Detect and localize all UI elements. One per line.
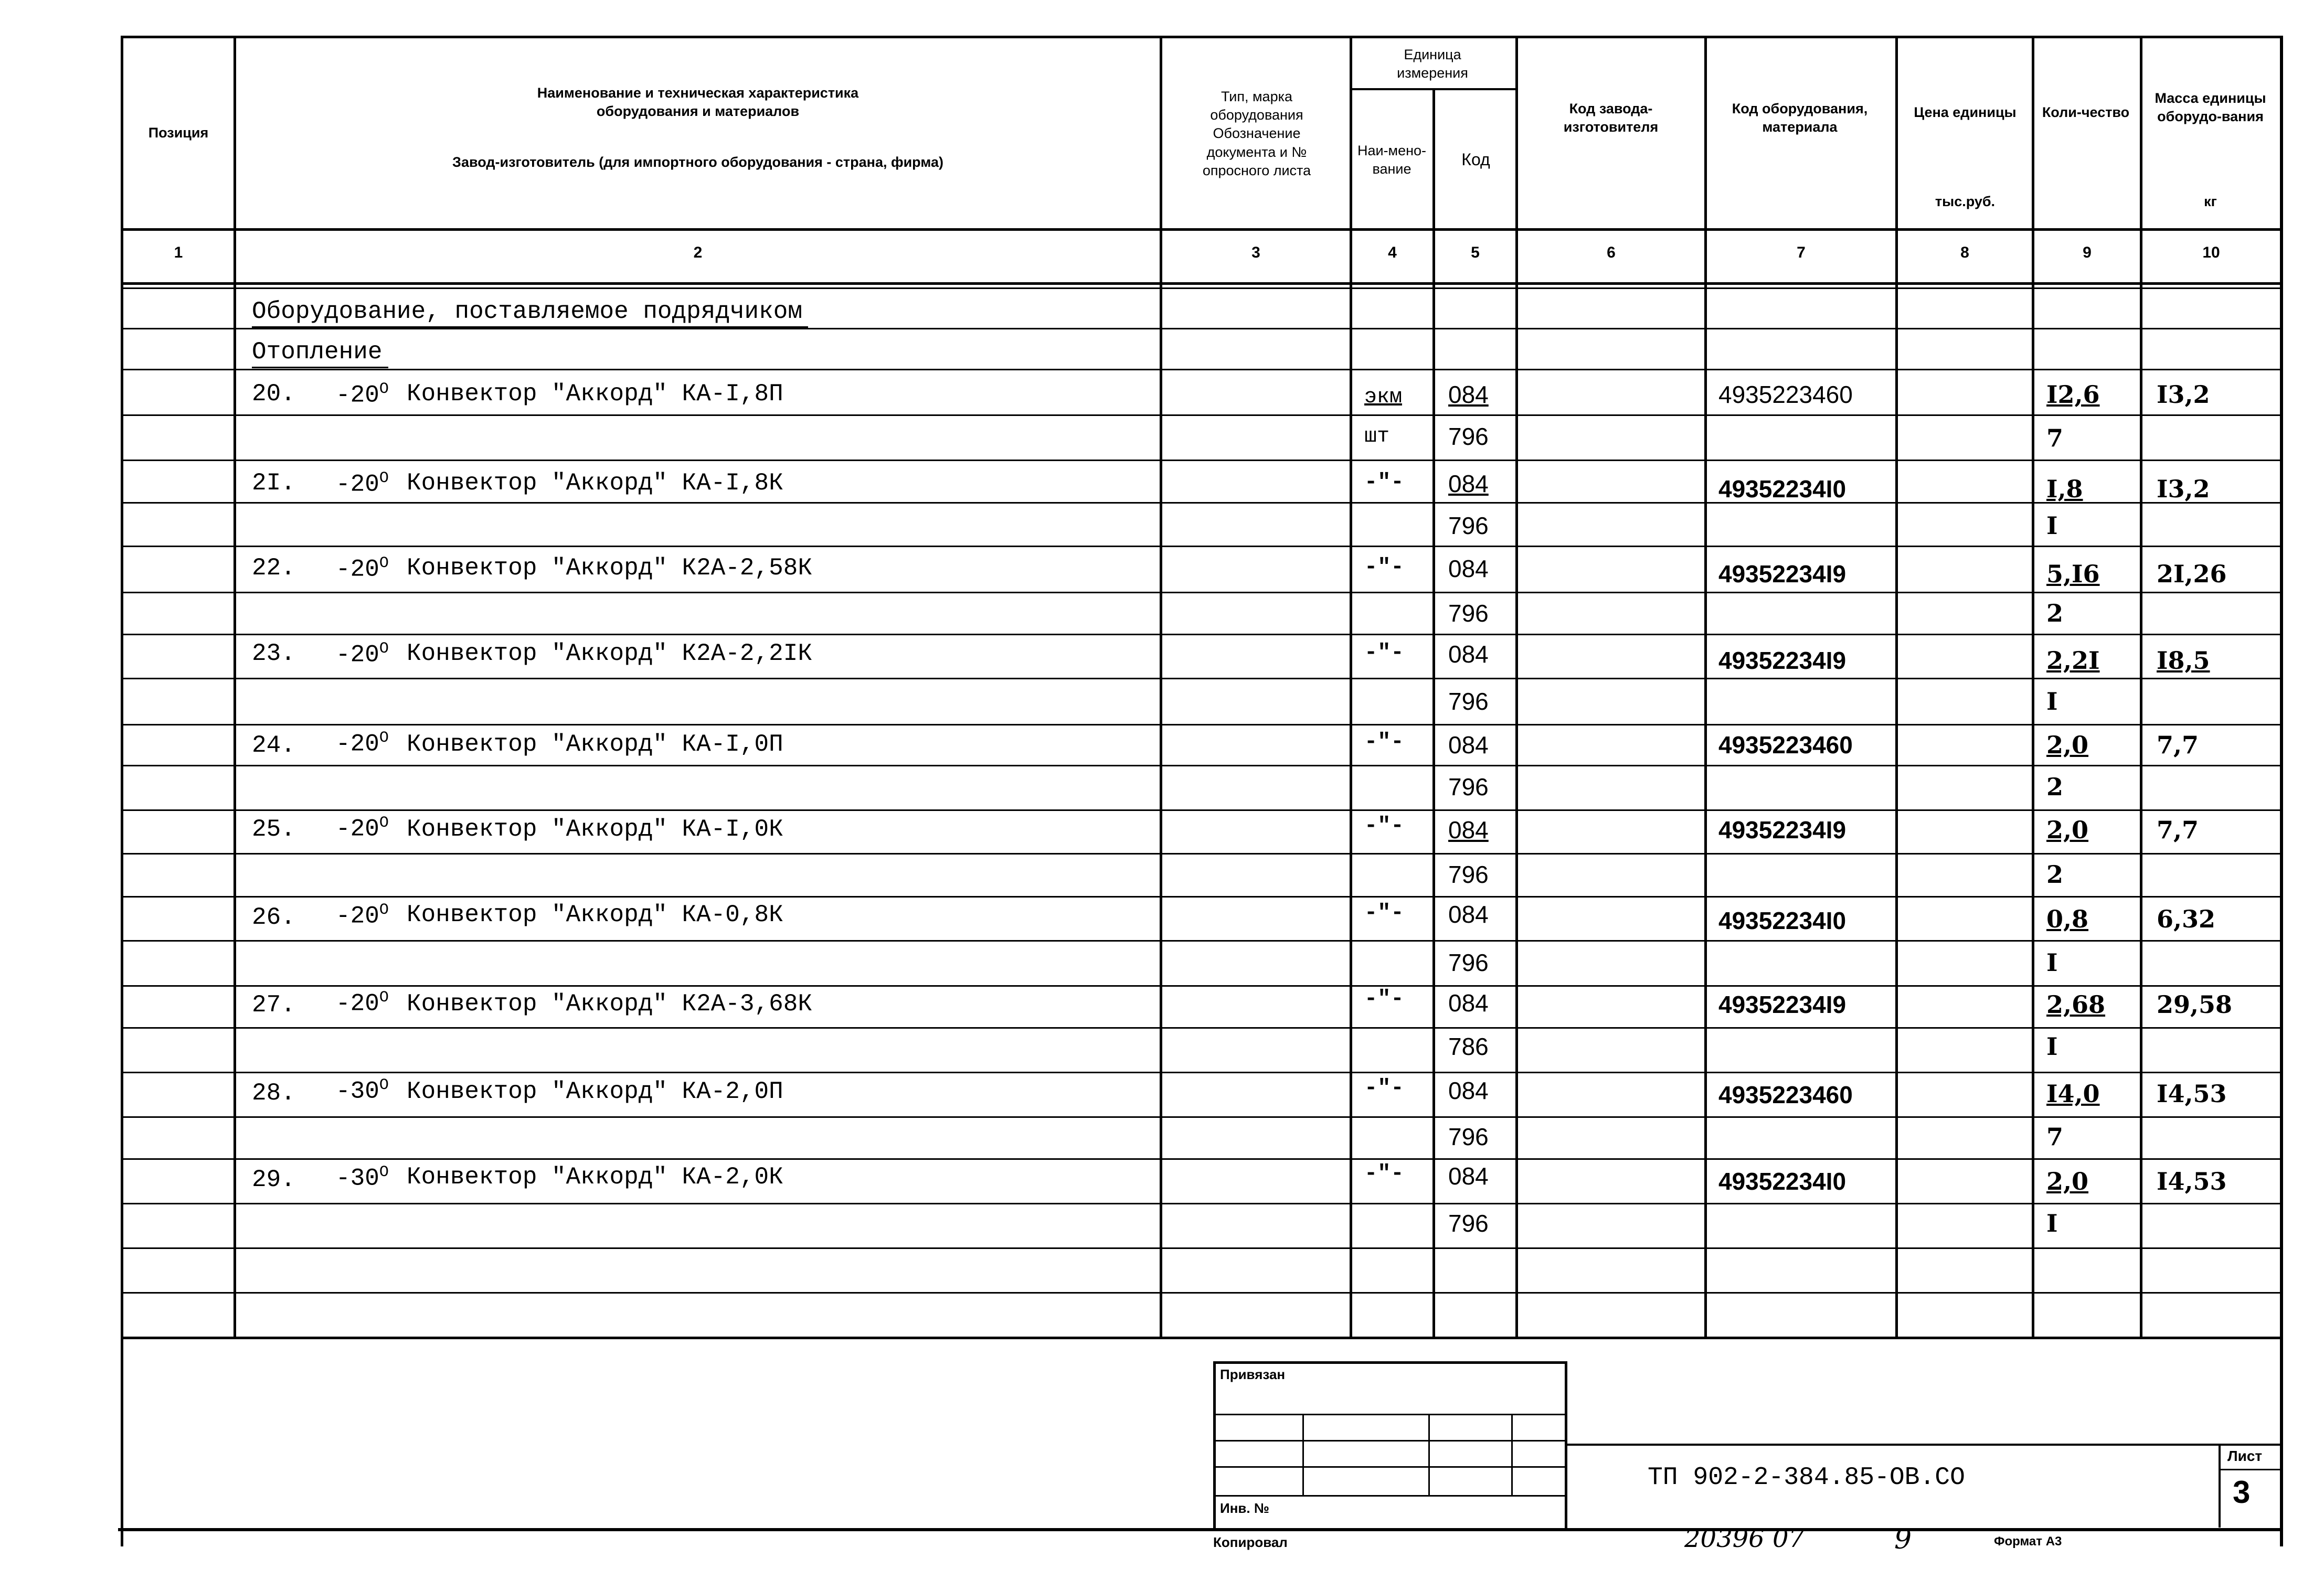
section-title-heating: Отопление — [252, 338, 383, 366]
row-line — [121, 328, 2283, 329]
header-name-line2: оборудования и материалов — [596, 103, 800, 119]
item-unit: -"- — [1364, 469, 1404, 495]
item-quantity-secondary: I — [2046, 1032, 2058, 1061]
item-unit: -"- — [1364, 813, 1404, 838]
item-mass: I3,2 — [2157, 380, 2210, 409]
item-quantity: 2,68 — [2046, 990, 2106, 1019]
item-temperature — [336, 814, 389, 842]
item-name: Конвектор "Аккорд" К2А-3,68К — [407, 990, 812, 1018]
degree-sup: O — [379, 814, 389, 832]
header-quantity: Коли-чество — [2042, 104, 2130, 121]
item-name: Конвектор "Аккорд" КА-I,0К — [407, 816, 783, 843]
degree-sup: O — [379, 1163, 389, 1181]
item-material-code: 49352234I0 — [1718, 475, 1847, 503]
item-temperature — [336, 1076, 389, 1105]
col-number: 2 — [693, 244, 703, 261]
header-divider — [121, 228, 2283, 231]
format-label: Формат А3 — [1994, 1534, 2062, 1549]
vline-7 — [1895, 36, 1898, 1339]
item-quantity-secondary: 2 — [2046, 773, 2064, 801]
item-material-code: 4935223460 — [1718, 381, 1853, 408]
header-factory-code: Код завода-изготовителя — [1563, 100, 1659, 135]
item-quantity: I4,0 — [2046, 1080, 2100, 1108]
vline-4 — [1432, 88, 1435, 1339]
item-temperature — [336, 640, 389, 668]
item-temp-value: -20 — [336, 815, 379, 843]
item-temperature — [336, 469, 389, 498]
row-line — [121, 1247, 2283, 1249]
item-position: 29. — [252, 1166, 295, 1193]
header-type: Тип, марка оборудования Обозначение документа и № опросного листа — [1202, 89, 1311, 178]
stamp-box-top — [1213, 1361, 1567, 1364]
item-material-code: 49352234I9 — [1718, 560, 1847, 588]
item-code-secondary: 796 — [1448, 688, 1489, 715]
row-line — [121, 1292, 2283, 1294]
item-mass: I4,53 — [2157, 1167, 2227, 1195]
item-code-secondary: 796 — [1448, 861, 1489, 888]
item-code-secondary: 796 — [1448, 512, 1489, 539]
item-position: 25. — [252, 816, 295, 843]
item-temp-value: -20 — [336, 990, 379, 1018]
item-quantity-secondary: 2 — [2046, 860, 2064, 889]
item-temp-value: -30 — [336, 1077, 379, 1105]
item-material-code: 4935223460 — [1718, 731, 1853, 759]
item-code-secondary: 796 — [1448, 1210, 1489, 1237]
col-number: 10 — [2202, 244, 2220, 261]
item-mass: I4,53 — [2157, 1080, 2227, 1108]
item-code-secondary: 786 — [1448, 1033, 1489, 1060]
vline-9 — [2140, 36, 2142, 1339]
item-code-secondary: 796 — [1448, 1123, 1489, 1150]
item-temp-value: -20 — [336, 730, 379, 758]
table-bottom — [121, 1337, 2283, 1339]
item-code: 084 — [1448, 901, 1489, 928]
row-line — [121, 724, 2283, 725]
item-position: 23. — [252, 640, 295, 667]
item-position: 26. — [252, 904, 295, 931]
item-mass: 2I,26 — [2157, 560, 2227, 588]
col-number: 7 — [1797, 244, 1806, 261]
item-mass: 7,7 — [2157, 816, 2199, 844]
stamp-box-left — [1213, 1361, 1216, 1529]
item-name: Конвектор "Аккорд" КА-I,0П — [407, 731, 783, 758]
item-position: 20. — [252, 380, 295, 408]
handwritten-page: 9 — [1894, 1524, 1912, 1555]
item-quantity: 2,2I — [2046, 646, 2100, 675]
item-quantity-secondary: 2 — [2046, 599, 2064, 627]
sheet-box-divider — [2219, 1469, 2281, 1470]
item-unit: -"- — [1364, 729, 1404, 754]
vline-3 — [1350, 36, 1352, 1339]
item-name: Конвектор "Аккорд" К2А-2,58К — [407, 554, 812, 582]
stamp-col — [1428, 1414, 1430, 1495]
item-quantity-secondary: 7 — [2046, 424, 2064, 452]
row-line — [121, 369, 2283, 370]
stamp-row — [1213, 1466, 1567, 1468]
item-name: Конвектор "Аккорд" КА-2,0П — [407, 1078, 783, 1105]
item-unit: -"- — [1364, 1075, 1404, 1101]
item-code-secondary: 796 — [1448, 949, 1489, 976]
item-quantity: I,8 — [2046, 475, 2083, 503]
row-line — [121, 1158, 2283, 1160]
header-unit-name: Наи-мено-вание — [1357, 142, 1427, 177]
item-material-code: 49352234I9 — [1718, 816, 1847, 844]
item-unit: -"- — [1364, 986, 1404, 1011]
item-name: Конвектор "Аккорд" КА-2,0К — [407, 1163, 783, 1191]
row-line — [121, 1027, 2283, 1029]
header-mass-unit: кг — [2204, 194, 2217, 210]
item-unit: экм — [1364, 386, 1403, 409]
item-name: Конвектор "Аккорд" К2А-2,2IК — [407, 640, 812, 667]
vline-8 — [2032, 36, 2034, 1339]
col-number: 5 — [1471, 244, 1480, 261]
header-name — [236, 84, 1160, 121]
item-temp-value: -20 — [336, 381, 379, 409]
row-line — [121, 896, 2283, 898]
item-quantity-secondary: 7 — [2046, 1123, 2064, 1151]
item-temp-value: -20 — [336, 902, 379, 930]
item-quantity: 5,I6 — [2046, 560, 2100, 588]
row-line — [121, 414, 2283, 416]
copied-label: Копировал — [1213, 1534, 1288, 1550]
item-temperature — [336, 554, 389, 583]
item-material-code: 4935223460 — [1718, 1081, 1853, 1108]
stamp-row — [1213, 1495, 1567, 1497]
frame-right — [2280, 36, 2283, 1546]
header-unit-code: Код — [1461, 150, 1490, 169]
item-position: 22. — [252, 554, 295, 582]
item-temp-value: -20 — [336, 556, 379, 583]
item-position: 2I. — [252, 469, 295, 497]
row-line — [121, 502, 2283, 504]
row-line — [121, 634, 2283, 635]
header-unit-group: Единица измерения — [1397, 46, 1468, 81]
document-code: ТП 902-2-384.85-ОВ.СО — [1648, 1464, 1965, 1492]
section-title-contractor: Оборудование, поставляемое подрядчиком — [252, 298, 802, 325]
item-code: 084 — [1448, 731, 1489, 759]
item-code: 084 — [1448, 989, 1489, 1017]
item-code: 084 — [1448, 640, 1489, 668]
row-line — [121, 460, 2283, 461]
frame-bottom — [118, 1528, 2283, 1531]
item-mass: 6,32 — [2157, 905, 2216, 933]
item-code: 084 — [1448, 1077, 1489, 1104]
item-temp-value: -20 — [336, 641, 379, 669]
row-line — [121, 592, 2283, 593]
header-position: Позиция — [148, 125, 209, 141]
stamp-col — [1511, 1414, 1513, 1495]
item-quantity: I2,6 — [2046, 380, 2100, 409]
item-temp-value: -20 — [336, 471, 379, 498]
row-line — [121, 1072, 2283, 1073]
degree-sup: O — [379, 901, 389, 919]
vline-1 — [234, 36, 236, 1339]
row-line — [121, 546, 2283, 547]
item-temperature — [336, 1163, 389, 1192]
item-code: 084 — [1448, 816, 1489, 844]
doc-code-top — [1567, 1444, 2281, 1446]
stamp-row — [1213, 1414, 1567, 1415]
frame-left — [121, 36, 123, 1546]
item-material-code: 49352234I0 — [1718, 1168, 1847, 1195]
item-temp-value: -30 — [336, 1165, 379, 1192]
section-underline — [252, 367, 388, 368]
item-quantity-secondary: I — [2046, 687, 2058, 716]
sheet-label: Лист — [2227, 1448, 2263, 1464]
item-mass: I8,5 — [2157, 646, 2210, 675]
sheet-box-left — [2219, 1444, 2221, 1528]
item-position: 24. — [252, 732, 295, 759]
sheet-number: 3 — [2233, 1475, 2251, 1510]
item-material-code: 49352234I9 — [1718, 991, 1847, 1018]
row-line — [121, 1203, 2283, 1204]
col-number: 6 — [1607, 244, 1616, 261]
header-manufacturer: Завод-изготовитель (для импортного оборудования - страна, фирма) — [452, 154, 943, 170]
degree-sup: O — [379, 729, 389, 747]
row-line — [121, 678, 2283, 679]
item-name: Конвектор "Аккорд" КА-I,8К — [407, 469, 783, 497]
row-line — [121, 985, 2283, 987]
row-line — [121, 853, 2283, 855]
vline-5 — [1515, 36, 1518, 1339]
degree-sup: O — [379, 989, 389, 1007]
item-unit: -"- — [1364, 900, 1404, 925]
col-number: 3 — [1251, 244, 1260, 261]
header-mass: Масса единицы оборудо-вания — [2155, 90, 2266, 124]
item-quantity: 2,0 — [2046, 1167, 2089, 1195]
col-number: 1 — [174, 244, 183, 261]
stamp-inventory-label: Инв. № — [1220, 1500, 1269, 1516]
item-temperature — [336, 989, 389, 1017]
col-number: 8 — [1960, 244, 1969, 261]
degree-sup: O — [379, 554, 389, 572]
item-unit: -"- — [1364, 640, 1404, 665]
item-unit-secondary: шт — [1364, 425, 1390, 449]
degree-sup: O — [379, 469, 389, 487]
item-material-code: 49352234I0 — [1718, 907, 1847, 934]
item-code: 084 — [1448, 1162, 1489, 1190]
row-line — [121, 1116, 2283, 1118]
item-quantity: 2,0 — [2046, 731, 2089, 759]
row-line — [121, 940, 2283, 942]
frame-top — [121, 36, 2283, 38]
item-temperature — [336, 380, 389, 409]
item-code-secondary: 796 — [1448, 423, 1489, 450]
row-line — [121, 809, 2283, 811]
item-temperature — [336, 729, 389, 757]
item-code: 084 — [1448, 381, 1489, 408]
col-number: 4 — [1388, 244, 1397, 261]
item-mass: 7,7 — [2157, 731, 2199, 759]
item-quantity-secondary: I — [2046, 948, 2058, 977]
handwritten-number: 20396 07 — [1684, 1524, 1805, 1553]
item-quantity-secondary: I — [2046, 1209, 2058, 1237]
section-underline — [252, 326, 808, 328]
stamp-row — [1213, 1440, 1567, 1442]
row-line — [121, 765, 2283, 766]
item-code-secondary: 796 — [1448, 773, 1489, 800]
item-mass: 29,58 — [2157, 990, 2233, 1019]
item-code: 084 — [1448, 555, 1489, 582]
degree-sup: O — [379, 640, 389, 658]
item-name: Конвектор "Аккорд" КА-0,8К — [407, 901, 783, 928]
header-material-code: Код оборудования, материала — [1732, 100, 1868, 135]
vline-2 — [1160, 36, 1162, 1339]
item-unit: -"- — [1364, 554, 1404, 580]
item-quantity-secondary: I — [2046, 511, 2058, 540]
item-code-secondary: 796 — [1448, 600, 1489, 627]
vline-6 — [1704, 36, 1707, 1339]
header-price: Цена единицы — [1914, 104, 2017, 121]
item-unit: -"- — [1364, 1161, 1404, 1186]
header-name-line1: Наименование и техническая характеристика — [537, 84, 859, 101]
item-name: Конвектор "Аккорд" КА-I,8П — [407, 380, 783, 408]
item-position: 27. — [252, 991, 295, 1019]
item-quantity: 0,8 — [2046, 905, 2089, 933]
stamp-col — [1302, 1414, 1304, 1495]
item-position: 28. — [252, 1080, 295, 1107]
item-temperature — [336, 901, 389, 930]
item-quantity: 2,0 — [2046, 816, 2089, 844]
stamp-approved-label: Привязан — [1220, 1367, 1286, 1382]
colnum-divider — [121, 282, 2283, 285]
item-code: 084 — [1448, 470, 1489, 497]
colnum-divider-2 — [121, 287, 2283, 289]
header-price-unit: тыс.руб. — [1935, 194, 1996, 210]
item-mass: I3,2 — [2157, 475, 2210, 503]
col-number: 9 — [2083, 244, 2092, 261]
item-material-code: 49352234I9 — [1718, 647, 1847, 674]
degree-sup: O — [379, 1076, 389, 1094]
degree-sup: O — [379, 380, 389, 398]
